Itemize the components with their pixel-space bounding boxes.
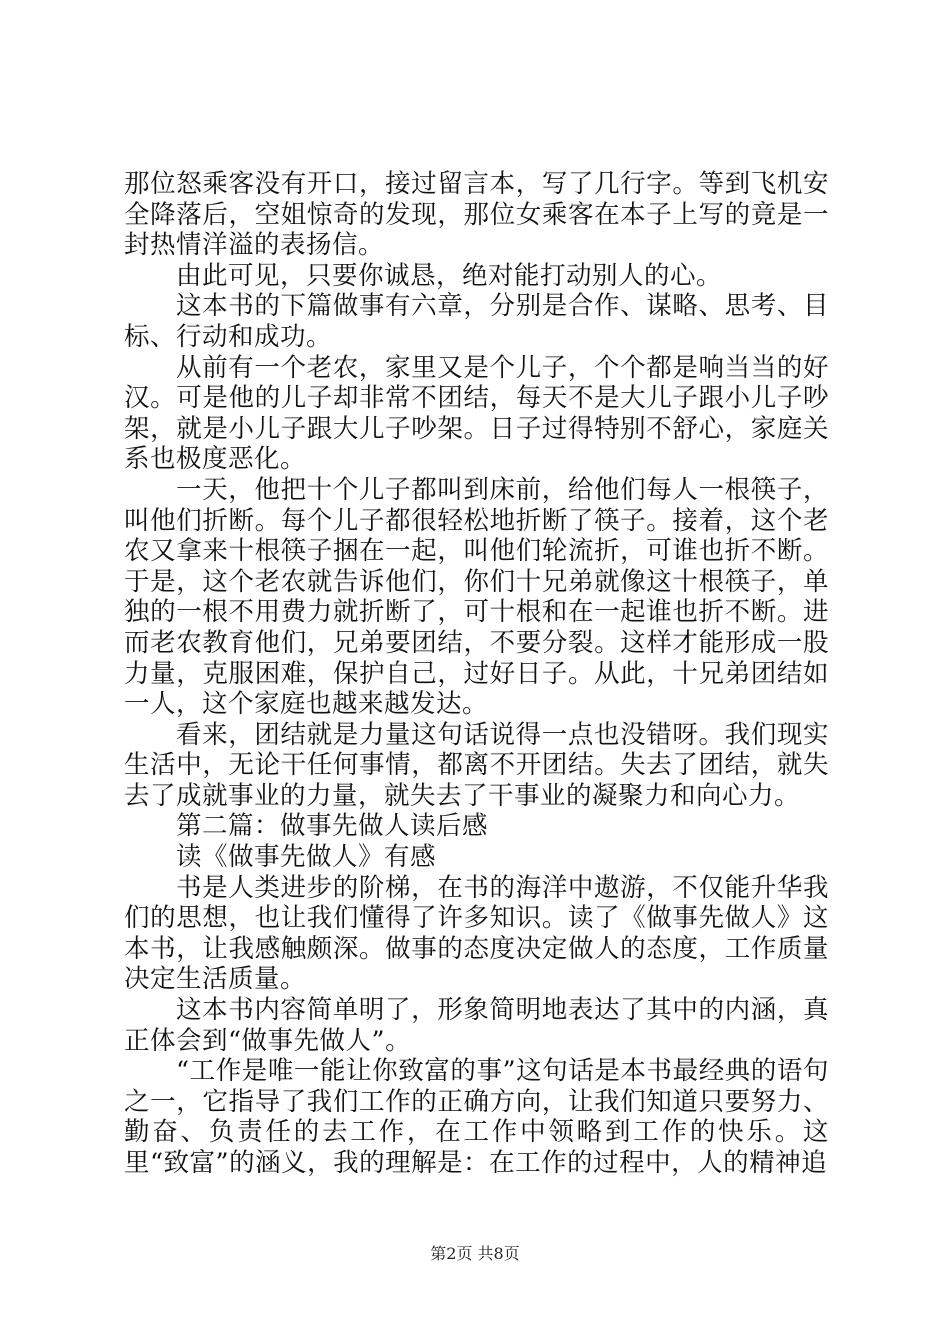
paragraph: 那位怒乘客没有开口，接过留言本，写了几行字。等到飞机安全降落后，空姐惊奇的发现，那位女乘客在本子上写的竟是一封热情洋溢的表扬信。 — [124, 169, 829, 261]
paragraph: 一天，他把十个儿子都叫到床前，给他们每人一根筷子，叫他们折断。每个儿子都很轻松地折断了筷子。接着，这个老农又拿来十根筷子捆在一起，叫他们轮流折，可谁也折不断。于是，这个老农就告诉他们，你们十兄弟就像这十根筷子，单独的一根不用费力就折断了，可十根和在一起谁也折不断。进而老农教育他们，兄弟要团结，不要分裂。这样才能形成一股力量，克服困难，保护自己，过好日子。从此，十兄弟团结如一人，这个家庭也越来越发达。 — [124, 474, 829, 720]
paragraph: 这本书内容简单明了，形象简明地表达了其中的内涵，真正体会到“做事先做人”。 — [124, 995, 829, 1056]
paragraph: 读《做事先做人》有感 — [176, 842, 437, 873]
paragraph: 第二篇：做事先做人读后感 — [176, 811, 489, 842]
paragraph: 从前有一个老农，家里又是个儿子，个个都是响当当的好汉。可是他的儿子却非常不团结，每天不是大儿子跟小儿子吵架，就是小儿子跟大儿子吵架。日子过得特别不舒心，家庭关系也极度恶化。 — [124, 352, 829, 475]
page-footer: 第2页 共8页 — [430, 1244, 520, 1263]
paragraph: 看来，团结就是力量这句话说得一点也没错呀。我们现实生活中，无论干任何事情，都离不开团结。失去了团结，就失去了成就事业的力量，就失去了干事业的凝聚力和向心力。 — [124, 719, 829, 811]
document-body — [124, 169, 829, 1179]
paragraph: 这本书的下篇做事有六章，分别是合作、谋略、思考、目标、行动和成功。 — [124, 291, 829, 352]
paragraph: “工作是唯一能让你致富的事”这句话是本书最经典的语句之一，它指导了我们工作的正确方向，让我们知道只要努力、勤奋、负责任的去工作，在工作中领略到工作的快乐。这里“致富”的涵义，我的理解是：在工作的过程中，人的精神追 — [124, 1056, 829, 1178]
paragraph: 书是人类进步的阶梯，在书的海洋中遨游，不仅能升华我们的思想，也让我们懂得了许多知识。读了《做事先做人》这本书，让我感触颇深。做事的态度决定做人的态度，工作质量决定生活质量。 — [124, 872, 829, 995]
paragraph: 由此可见，只要你诚恳，绝对能打动别人的心。 — [176, 260, 723, 291]
